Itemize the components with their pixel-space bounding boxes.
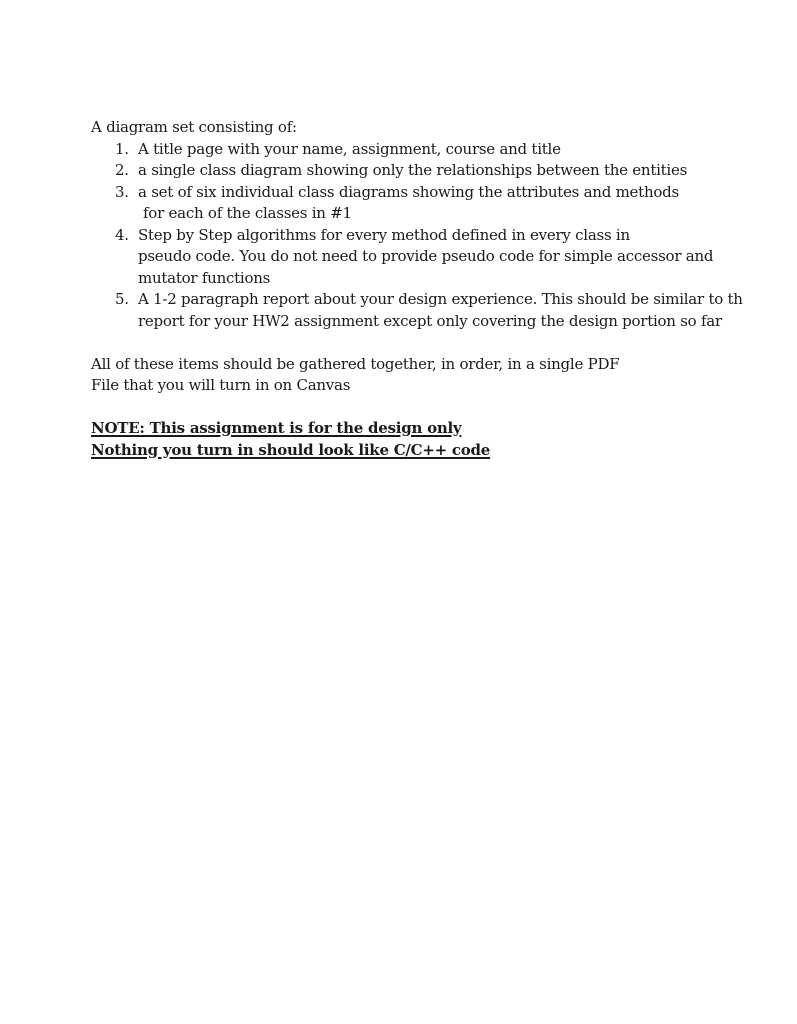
requirements-list	[91, 139, 797, 333]
list-item-text-continued: report for your HW2 assignment except only covering the design portion so far	[138, 311, 722, 330]
list-item-text: a single class diagram showing only the relationships between the entities	[138, 161, 688, 179]
paragraph-spacer	[91, 397, 797, 419]
list-item-number: 4.	[115, 225, 129, 244]
list-item-number: 5.	[115, 290, 129, 308]
list-item	[91, 139, 797, 161]
list-item-text: A title page with your name, assignment, course and title	[138, 139, 561, 158]
list-item-text: Step by Step algorithms for every method defined in every class in	[138, 225, 630, 244]
list-item-text: a set of six individual class diagrams showing the attributes and methods	[138, 182, 679, 201]
list-item-number: 3.	[115, 182, 129, 201]
closing-text: File that you will turn in on Canvas	[91, 376, 351, 394]
intro-text: A diagram set consisting of:	[91, 118, 297, 136]
closing-text: All of these items should be gathered together, in order, in a single PDF	[91, 354, 620, 373]
paragraph-spacer	[91, 332, 797, 354]
list-item-text-continued: mutator functions	[138, 268, 271, 287]
list-item	[91, 160, 797, 182]
list-item-text-continued: pseudo code. You do not need to provide pseudo code for simple accessor and	[138, 247, 714, 265]
note-heading: NOTE: This assignment is for the design only	[91, 419, 462, 437]
list-item-number: 1.	[115, 139, 129, 158]
list-item-text: A 1-2 paragraph report about your design experience. This should be similar to th	[138, 290, 743, 308]
list-item-text-continued: for each of the classes in #1	[143, 204, 352, 222]
list-item	[91, 182, 797, 225]
document-body	[91, 117, 797, 461]
list-item	[91, 289, 797, 332]
list-item	[91, 225, 797, 290]
note-text: Nothing you turn in should look like C/C++ code	[91, 440, 491, 459]
list-item-number: 2.	[115, 161, 129, 179]
